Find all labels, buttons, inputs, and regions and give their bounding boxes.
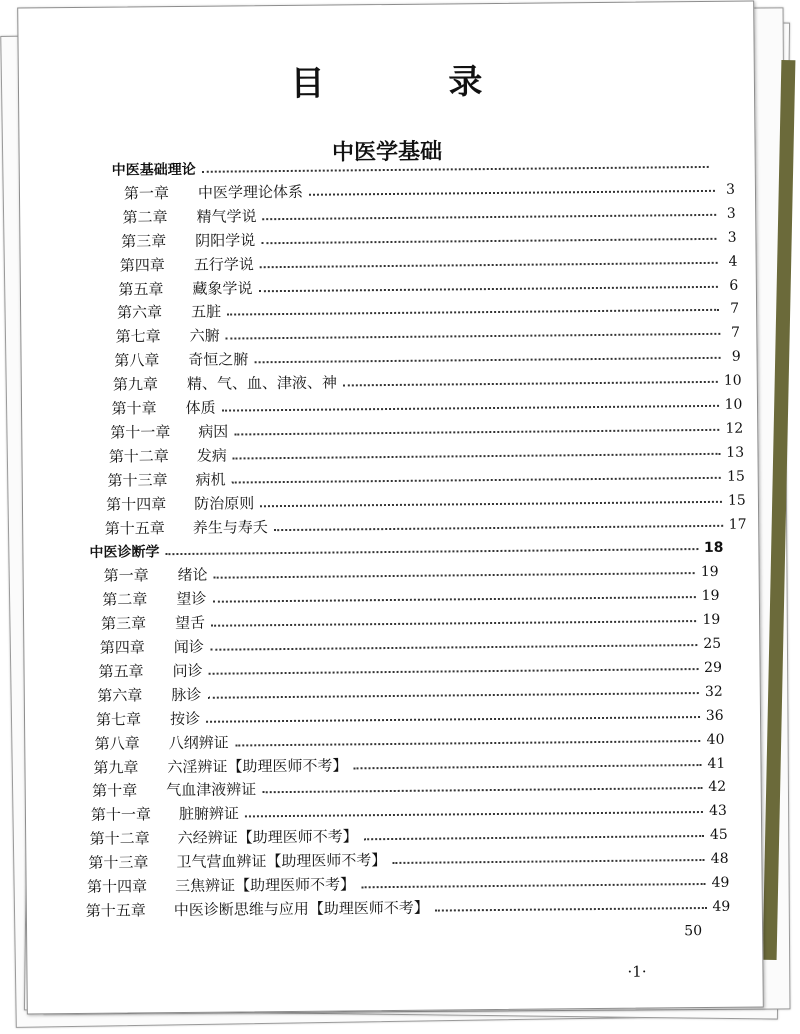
- section-title: 中医学基础: [331, 138, 443, 166]
- toc-entry[interactable]: [100, 630, 721, 658]
- toc-chapter-number: 第五章: [118, 279, 164, 299]
- toc-chapter-title: 按诊: [169, 709, 201, 728]
- toc-chapter-title: 卫气营血辨证【助理医师不考】: [176, 851, 387, 872]
- leader-dots: [226, 332, 720, 340]
- toc-page-number: 3: [726, 205, 736, 222]
- toc-chapter-title: 藏象学说: [192, 278, 253, 298]
- toc-page-number: 50: [684, 922, 703, 939]
- document-page: [17, 0, 764, 1014]
- leader-dots: [245, 810, 703, 817]
- toc-page-number: 32: [704, 683, 723, 700]
- toc-chapter-title: 脏腑辨证: [178, 804, 240, 824]
- leader-dots: [361, 882, 705, 888]
- toc-chapter-number: 第一章: [103, 566, 149, 586]
- toc-chapter-title: 六腑: [189, 326, 220, 346]
- leader-dots: [206, 715, 700, 723]
- toc-chapter-title: 养生与寿夭: [192, 517, 268, 537]
- leader-dots: [207, 691, 699, 699]
- leader-dots: [222, 404, 719, 412]
- page-number: ·1·: [627, 962, 647, 981]
- toc-chapter-number: 第六章: [117, 303, 163, 323]
- toc-chapter-number: 第九章: [93, 757, 139, 777]
- toc-page-number: 9: [731, 348, 741, 365]
- toc-page-number: 36: [705, 707, 724, 724]
- toc-chapter-number: 第六章: [97, 686, 143, 705]
- toc-entry[interactable]: [101, 606, 720, 634]
- toc-chapter-number: 第十二章: [89, 829, 150, 849]
- leader-dots: [227, 308, 719, 316]
- toc-entry[interactable]: [118, 271, 738, 299]
- leader-dots: [235, 739, 701, 746]
- toc-page-number: 7: [730, 301, 740, 318]
- toc-chapter-title: 体质: [185, 398, 216, 417]
- toc-part-heading[interactable]: [112, 152, 715, 180]
- toc-chapter-title: 脉诊: [171, 685, 202, 704]
- toc-chapter-title: 望舌: [175, 613, 206, 633]
- toc-page-number: 4: [728, 253, 738, 270]
- toc-chapter-number: 第十章: [92, 781, 138, 801]
- toc-page-number: 15: [727, 468, 745, 485]
- leader-dots: [209, 667, 699, 675]
- toc-page-number: 29: [704, 659, 723, 676]
- toc-page-number: 12: [725, 420, 744, 437]
- toc-chapter-number: 第七章: [95, 710, 142, 729]
- toc-page-number: 10: [724, 396, 743, 413]
- toc-page-number: 13: [726, 444, 745, 461]
- toc-page-number: 40: [706, 731, 725, 748]
- leader-dots: [260, 499, 722, 506]
- toc-chapter-title: 气血津液辨证: [166, 780, 257, 800]
- toc-chapter-number: 第十五章: [85, 901, 146, 920]
- leader-dots: [353, 763, 701, 769]
- toc-chapter-title: 病因: [198, 422, 229, 441]
- leader-dots: [435, 906, 707, 912]
- toc-chapter-title: 奇恒之腑: [188, 350, 249, 370]
- toc-page-number: 19: [701, 588, 720, 605]
- toc-chapter-number: 第二章: [122, 207, 168, 227]
- toc-part-title: 中医诊断学: [89, 544, 160, 562]
- toc-page-number: 41: [707, 755, 726, 772]
- leader-dots: [202, 165, 709, 173]
- toc-page-number: 45: [709, 826, 728, 844]
- toc-chapter-title: 发病: [196, 446, 227, 465]
- toc-page-number: 19: [700, 564, 719, 581]
- toc-page-number: 43: [709, 803, 728, 820]
- toc-page-number: 49: [712, 898, 731, 915]
- toc-chapter-title: 中医诊断思维与应用【助理医师不考】: [173, 898, 429, 919]
- leader-dots: [274, 523, 723, 530]
- toc-chapter-number: 第十四章: [87, 877, 148, 896]
- toc-chapter-number: 第三章: [101, 614, 147, 633]
- toc-page-number: 49: [711, 874, 730, 891]
- toc-chapter-number: 第五章: [98, 662, 144, 681]
- toc-page-number: 17: [728, 516, 747, 533]
- toc-part-title: 中医基础理论: [111, 161, 196, 179]
- toc-chapter-number: 第八章: [94, 734, 140, 753]
- toc-chapter-title: 五行学说: [193, 254, 254, 274]
- toc-page-number: 48: [710, 850, 729, 868]
- toc-entry[interactable]: [120, 247, 738, 275]
- toc-page-number: 3: [727, 229, 737, 246]
- toc-chapter-title: 精、气、血、津液、神: [186, 373, 338, 394]
- leader-dots: [254, 356, 720, 363]
- toc-entry[interactable]: [117, 295, 739, 323]
- toc-entry[interactable]: [104, 558, 719, 586]
- leader-dots: [261, 237, 716, 244]
- toc-chapter-title: 精气学说: [196, 207, 257, 226]
- toc-trailing-entry: [107, 917, 702, 945]
- toc-chapter-title: 五脏: [191, 303, 222, 322]
- toc-chapter-title: 阴阳学说: [195, 230, 256, 250]
- leader-dots: [165, 547, 698, 555]
- toc-chapter-number: 第二章: [102, 590, 148, 609]
- toc-chapter-title: 问诊: [172, 661, 203, 680]
- toc-chapter-number: 第十一章: [90, 805, 152, 825]
- toc-entry[interactable]: [102, 582, 719, 610]
- leader-dots: [260, 260, 718, 267]
- toc-chapter-title: 中医学理论体系: [197, 182, 304, 202]
- toc-chapter-number: 第一章: [123, 184, 170, 203]
- toc-chapter-title: 八纲辨证: [168, 733, 229, 752]
- leader-dots: [309, 189, 715, 196]
- toc-chapter-title: 六经辨证【助理医师不考】: [177, 827, 358, 848]
- leader-dots: [392, 858, 704, 864]
- toc-page-number: 42: [708, 779, 727, 796]
- toc-chapter-number: 第十三章: [107, 470, 168, 490]
- leader-dots: [214, 571, 695, 579]
- leader-dots: [234, 428, 719, 436]
- leader-dots: [262, 786, 702, 793]
- leader-dots: [212, 595, 695, 603]
- leader-dots: [364, 834, 704, 840]
- toc-entry[interactable]: [124, 176, 735, 204]
- toc-chapter-number: 第十二章: [108, 446, 169, 466]
- toc-chapter-number: 第十一章: [110, 423, 171, 442]
- toc-page-number: 7: [730, 324, 741, 342]
- toc-chapter-title: 六淫辨证【助理医师不考】: [167, 755, 348, 776]
- page-title: 目 录: [290, 61, 539, 104]
- toc-chapter-number: 第四章: [99, 638, 145, 657]
- toc-page-number: 10: [723, 372, 742, 389]
- toc-chapter-title: 闻诊: [173, 637, 204, 657]
- leader-dots: [263, 213, 716, 220]
- toc-chapter-number: 第十章: [111, 399, 157, 418]
- toc-chapter-number: 第四章: [119, 255, 165, 275]
- leader-dots: [259, 284, 719, 291]
- toc-chapter-number: 第十三章: [88, 853, 149, 873]
- toc-entry[interactable]: [98, 654, 722, 682]
- toc-chapter-number: 第十五章: [104, 518, 165, 538]
- leader-dots: [210, 643, 697, 651]
- toc-chapter-title: 三焦辨证【助理医师不考】: [175, 875, 356, 896]
- toc-chapter-title: 病机: [195, 470, 226, 489]
- toc-chapter-number: 第十四章: [106, 494, 167, 514]
- toc-page-number: 3: [725, 181, 736, 198]
- toc-page-number: 18: [703, 540, 724, 557]
- toc-chapter-number: 第三章: [121, 231, 167, 251]
- toc-entry[interactable]: [122, 199, 735, 227]
- leader-dots: [343, 380, 718, 387]
- leader-dots: [233, 452, 720, 460]
- leader-dots: [232, 476, 722, 484]
- toc-page-number: 15: [727, 492, 746, 509]
- toc-entry[interactable]: [121, 223, 737, 251]
- toc-page-number: 6: [729, 277, 739, 294]
- toc-chapter-title: 绪论: [177, 566, 208, 585]
- toc-chapter-title: 防治原则: [194, 493, 255, 513]
- toc-page-number: 25: [703, 635, 722, 653]
- toc-chapter-title: 望诊: [176, 589, 207, 609]
- toc-page-number: 19: [702, 611, 721, 629]
- toc-chapter-number: 第九章: [112, 375, 159, 394]
- toc-chapter-number: 第七章: [115, 327, 161, 346]
- toc-chapter-number: 第八章: [114, 351, 160, 370]
- leader-dots: [211, 619, 696, 627]
